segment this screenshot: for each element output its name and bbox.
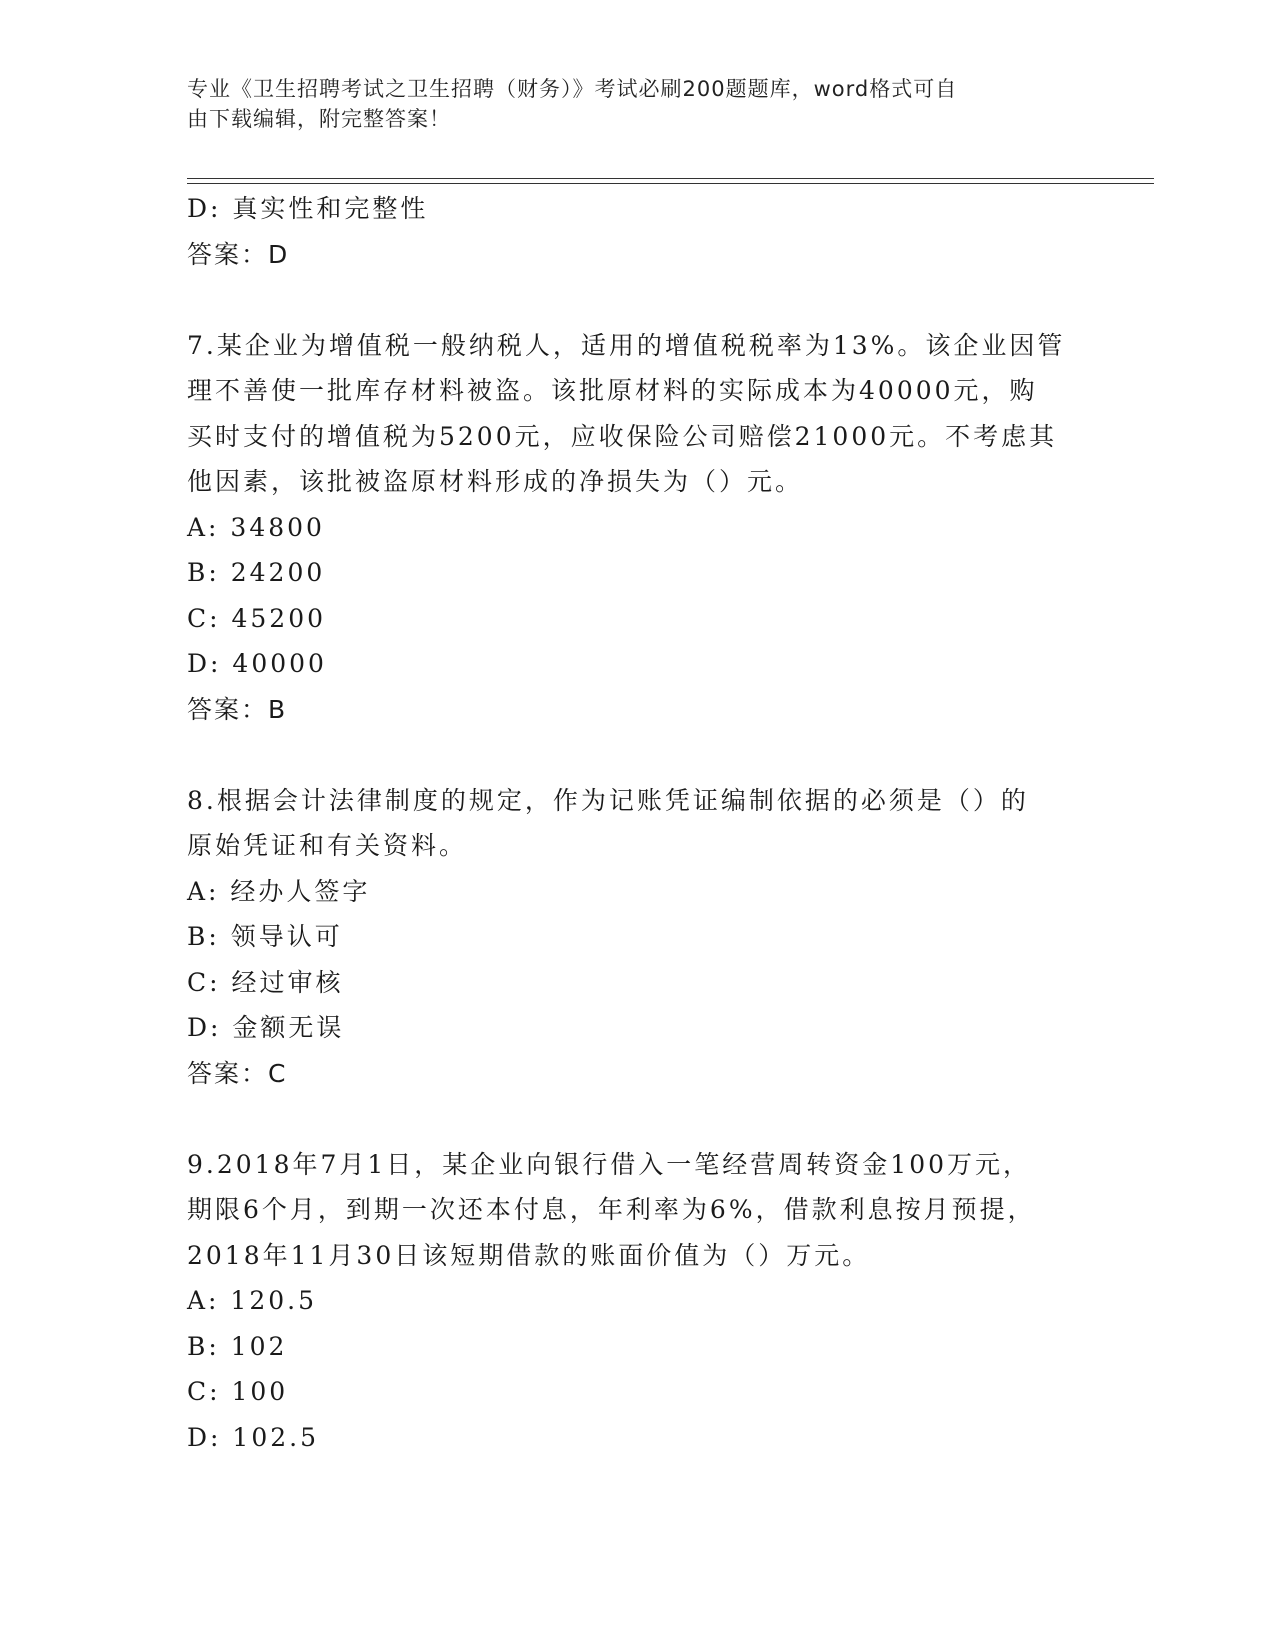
question-text-line: 理不善使一批库存材料被盗。该批原材料的实际成本为40000元，购 [187, 376, 1038, 405]
option-b: B: 24200 [187, 558, 326, 587]
page-header [187, 74, 1067, 134]
option-b: B: 102 [187, 1331, 288, 1361]
option-d: D: 40000 [187, 649, 327, 678]
answer-label: 答案：D [187, 239, 290, 269]
option-d: D: 金额无误 [187, 1013, 345, 1042]
question-text-line: 他因素，该批被盗原材料形成的净损失为（）元。 [187, 467, 804, 496]
question-text-line: 2018年11月30日该短期借款的账面价值为（）万元。 [187, 1240, 871, 1270]
question-9 [187, 1142, 1087, 1461]
question-8 [187, 778, 1087, 1097]
question-7 [187, 323, 1087, 733]
question-text-line: 买时支付的增值税为5200元，应收保险公司赔偿21000元。不考虑其 [187, 421, 1058, 451]
option-c: C: 45200 [187, 603, 327, 633]
question-text-line: 9.2018年7月1日，某企业向银行借入一笔经营周转资金100万元， [187, 1149, 1032, 1179]
option-a: A: 120.5 [187, 1286, 317, 1315]
answer-label: 答案：B [187, 694, 288, 724]
option-a: A: 经办人签字 [187, 876, 371, 906]
option-c: C: 经过审核 [187, 967, 344, 997]
question-text-line: 原始凭证和有关资料。 [187, 831, 468, 860]
option-d: D: 真实性和完整性 [187, 194, 429, 223]
answer-label: 答案：C [187, 1058, 288, 1088]
question-text-line: 期限6个月，到期一次还本付息，年利率为6%，借款利息按月预提， [187, 1195, 1036, 1224]
header-title-line-2: 由下载编辑，附完整答案！ [187, 107, 451, 131]
question-text-line: 7.某企业为增值税一般纳税人，适用的增值税税率为13%。该企业因管 [187, 330, 1066, 360]
option-d: D: 102.5 [187, 1422, 319, 1452]
header-divider [187, 178, 1154, 184]
question-text-line: 8.根据会计法律制度的规定，作为记账凭证编制依据的必须是（）的 [187, 785, 1029, 815]
question-list [187, 186, 1087, 1460]
spacer [187, 277, 1087, 323]
option-a: A: 34800 [187, 512, 325, 542]
spacer [187, 732, 1087, 778]
option-b: B: 领导认可 [187, 922, 343, 951]
header-title-line-1: 专业《卫生招聘考试之卫生招聘（财务）》考试必刷200题题库，word格式可自 [187, 77, 958, 101]
option-c: C: 100 [187, 1377, 289, 1406]
spacer [187, 1096, 1087, 1142]
